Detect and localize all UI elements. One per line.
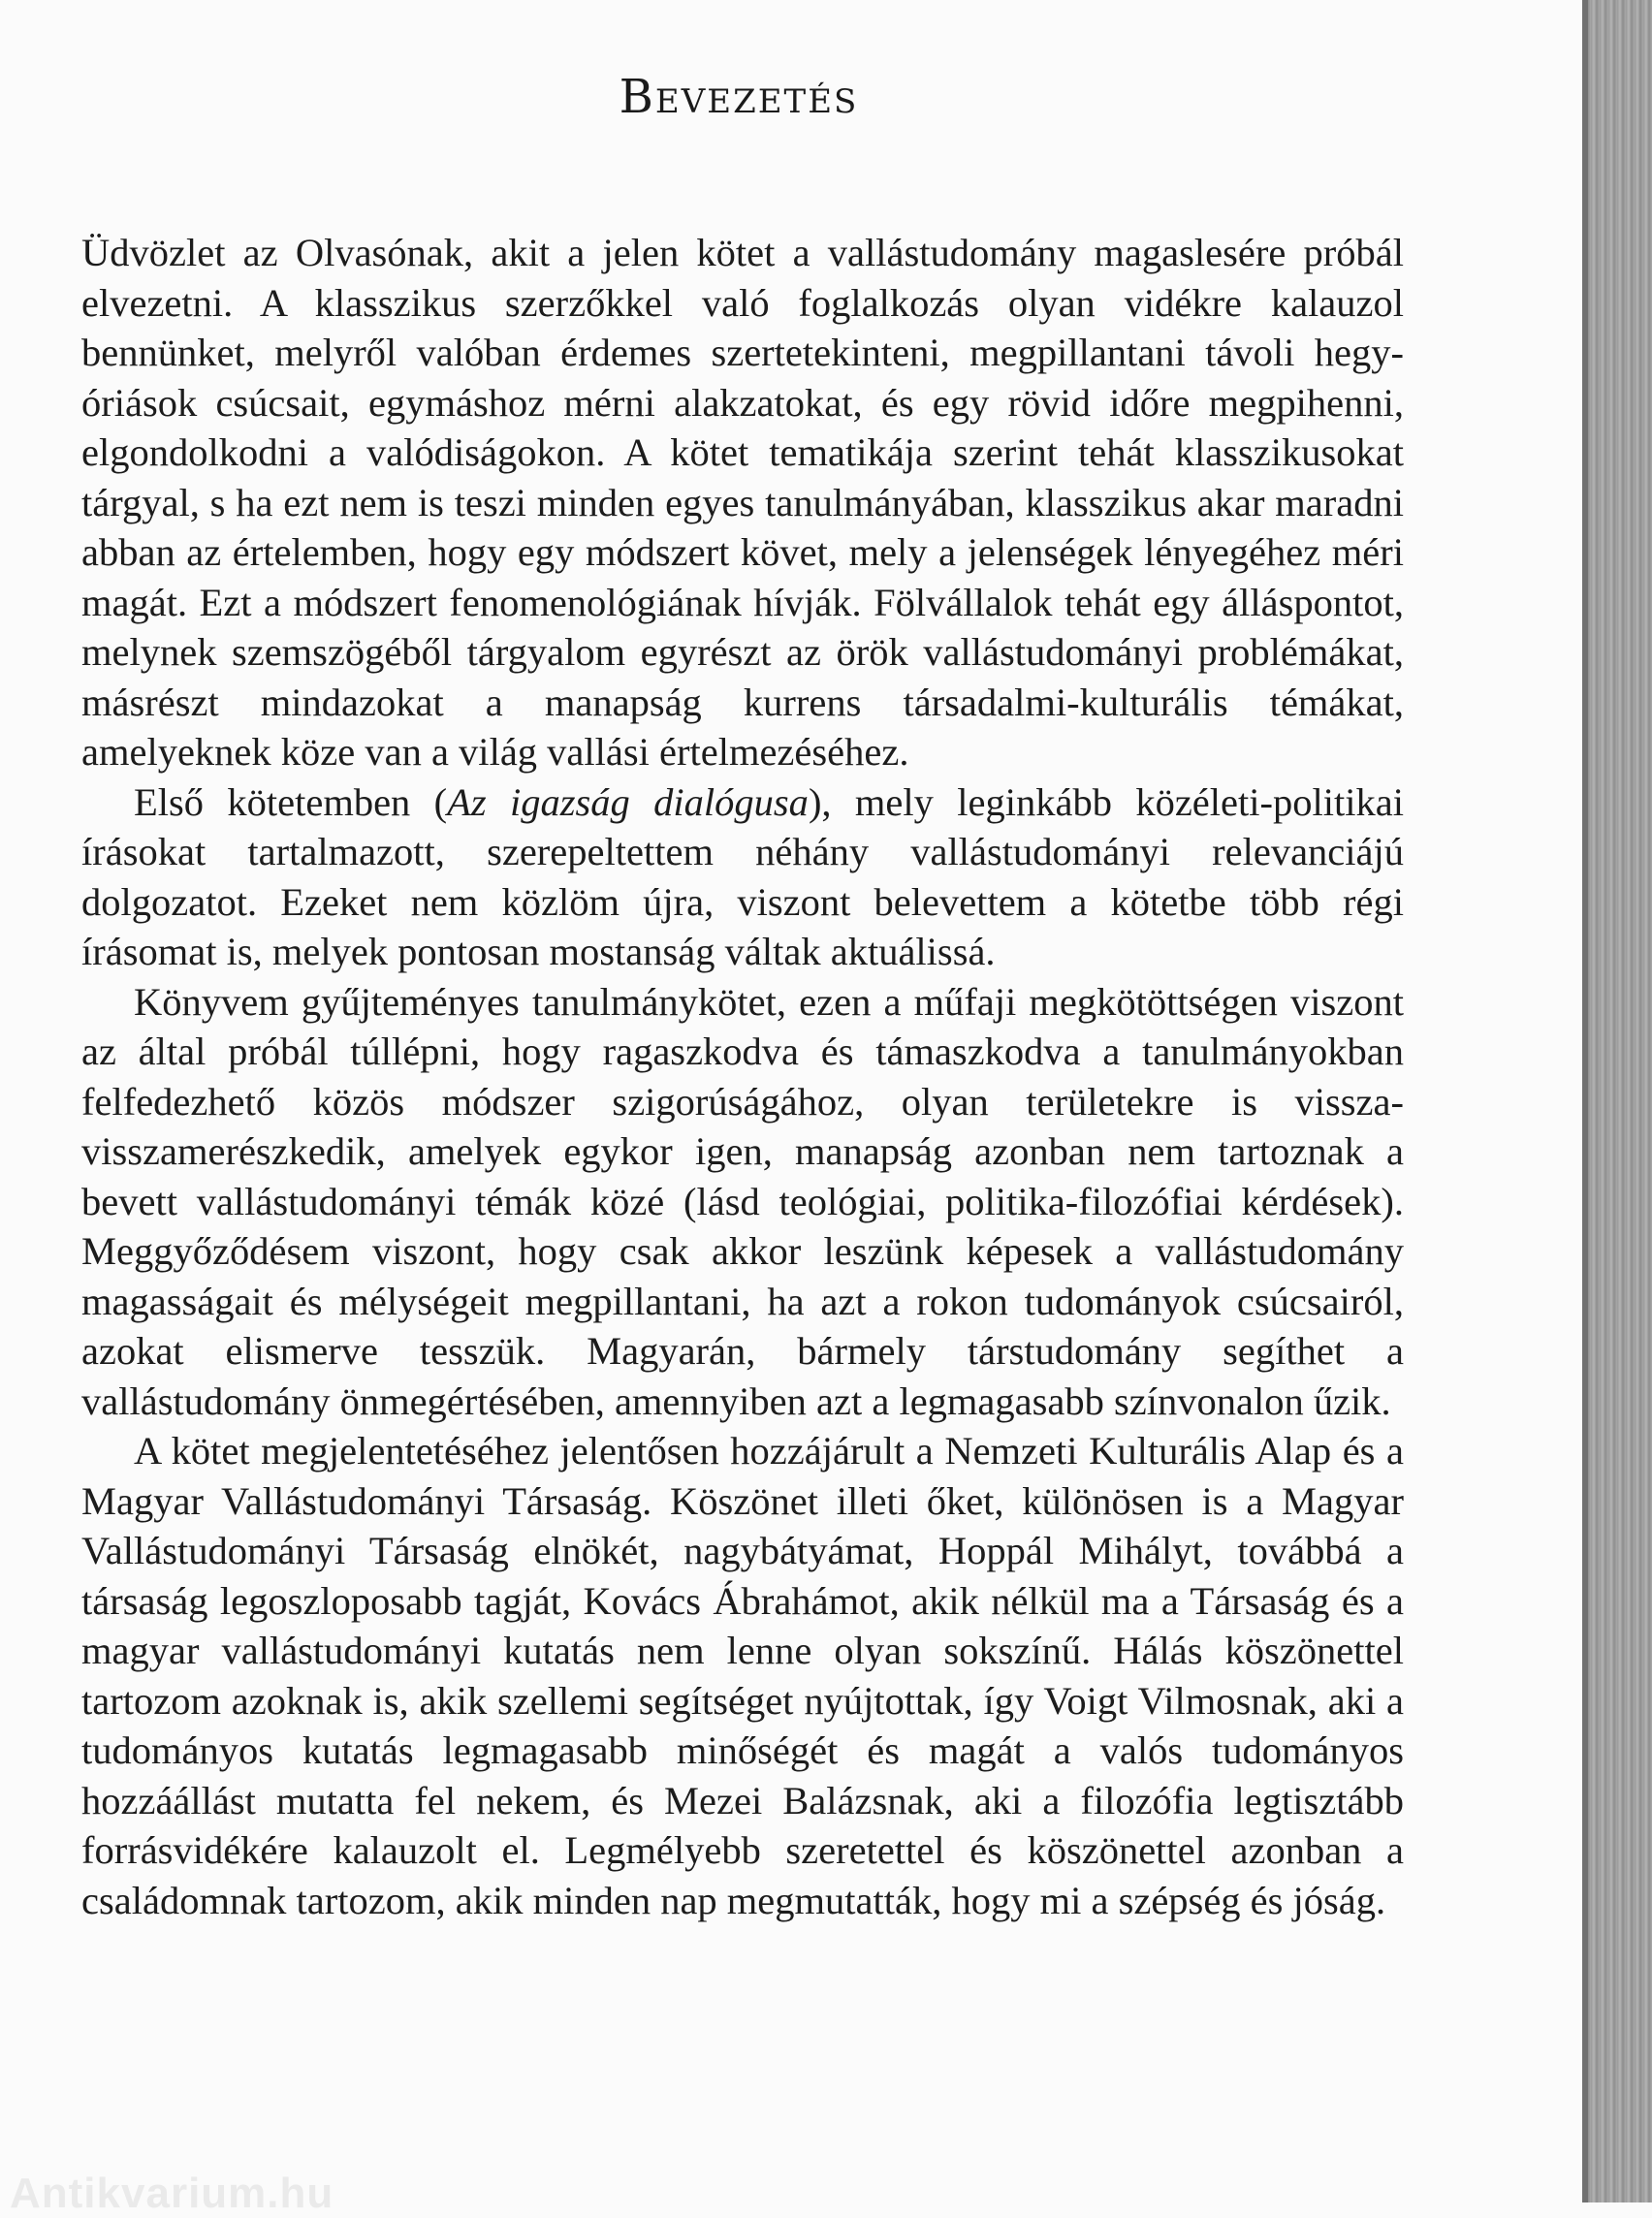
paragraph-3: Könyvem gyűjteményes tanulmánykötet, ezen a műfaji megkötöttségen viszont az által próbál túllépni, hogy ragaszkodva és támaszkodva a tanulmányokban felfedezhető közös módszer szigorúságához, olyan területekre is vissza-visszamerészkedik, amelyek egykor igen, manapság azonban nem tartoznak a bevett vallástudományi témák közé (lásd teológiai, politika-filozófiai kérdések). Meggyőződésem viszont, hogy csak akkor leszünk képesek a vallástudomány magasságait és mélységeit megpillantani, ha azt a rokon tudományok csúcsairól, azokat elismerve tesszük. Magyarán, bármely társtudomány segíthet a vallástudomány önmegértésében, amennyiben azt a legmagasabb színvonalon űzik. [81,979,1404,1423]
watermark: Antikvarium.hu [10,2170,334,2217]
chapter-title: Bevezetés [619,70,859,124]
page-edge [1582,0,1652,2202]
paragraph-4: A kötet megjelentetéséhez jelentősen hozzájárult a Nemzeti Kulturális Alap és a Magyar Vallástudományi Társaság. Köszönet illeti őket, különösen is a Magyar Vallástudományi Társaság elnökét, nagybátyámat, Hoppál Mihályt, továbbá a társaság legoszloposabb tagját, Kovács Ábrahámot, akik nélkül ma a Társaság és a magyar vallástudományi kutatás nem lenne olyan sokszínű. Hálás köszönettel tartozom azoknak is, akik szellemi segítséget nyújtottak, így Voigt Vilmosnak, aki a tudományos kutatás legmagasabb minőségét és magát a valós tudományos hozzáállást mutatta fel nekem, és Mezei Balázsnak, aki a filozófia legtisztább forrásvidékére kalauzolt el. Legmélyebb szeretettel és köszönettel azonban a családomnak tartozom, akik minden nap megmutatták, hogy mi a szépség és jóság. [81,1429,1404,1922]
paragraph-2-end: ), mely leginkább közéleti-politikai írásokat tartalmazott, szerepeltettem néhány vallástudományi relevanciájú dolgozatot. Ezeket nem közlöm újra, viszont belevettem a kötetbe több régi írásomat is, melyek pontosan mostanság váltak aktuálissá. [81,779,1404,973]
cited-book-title: Az igazság dialógusa [447,779,809,824]
paragraph-1: Üdvözlet az Olvasónak, akit a jelen kötet a vallástudomány magaslesére próbál elvezetni. A klasszikus szerzőkkel való foglalkozás olyan vidékre kalauzol bennünket, melyről valóban érdemes szertetekinteni, megpillantani távoli hegy-óriások csúcsait, egymáshoz mérni alakzatokat, és egy rövid időre megpihenni, elgondolkodni a valódiságokon. A kötet tematikája szerint tehát klasszikusokat tárgyal, s ha ezt nem is teszi minden egyes tanulmányában, klasszikus akar maradni abban az értelemben, hogy egy módszert követ, mely a jelenségek lényegéhez méri magát. Ezt a módszert fenomenológiának hívják. Fölvállalok tehát egy álláspontot, melynek szemszögéből tárgyalom egyrészt az örök vallástudományi problémákat, másrészt mindazokat a manapság kurrens társadalmi-kulturális témákat, amelyeknek köze van a világ vallási értelmezéséhez. [81,231,1404,774]
body-text [81,228,1404,1925]
paragraph-2 [81,777,1404,977]
paragraph-2-start: Első kötetemben ( [134,779,448,824]
